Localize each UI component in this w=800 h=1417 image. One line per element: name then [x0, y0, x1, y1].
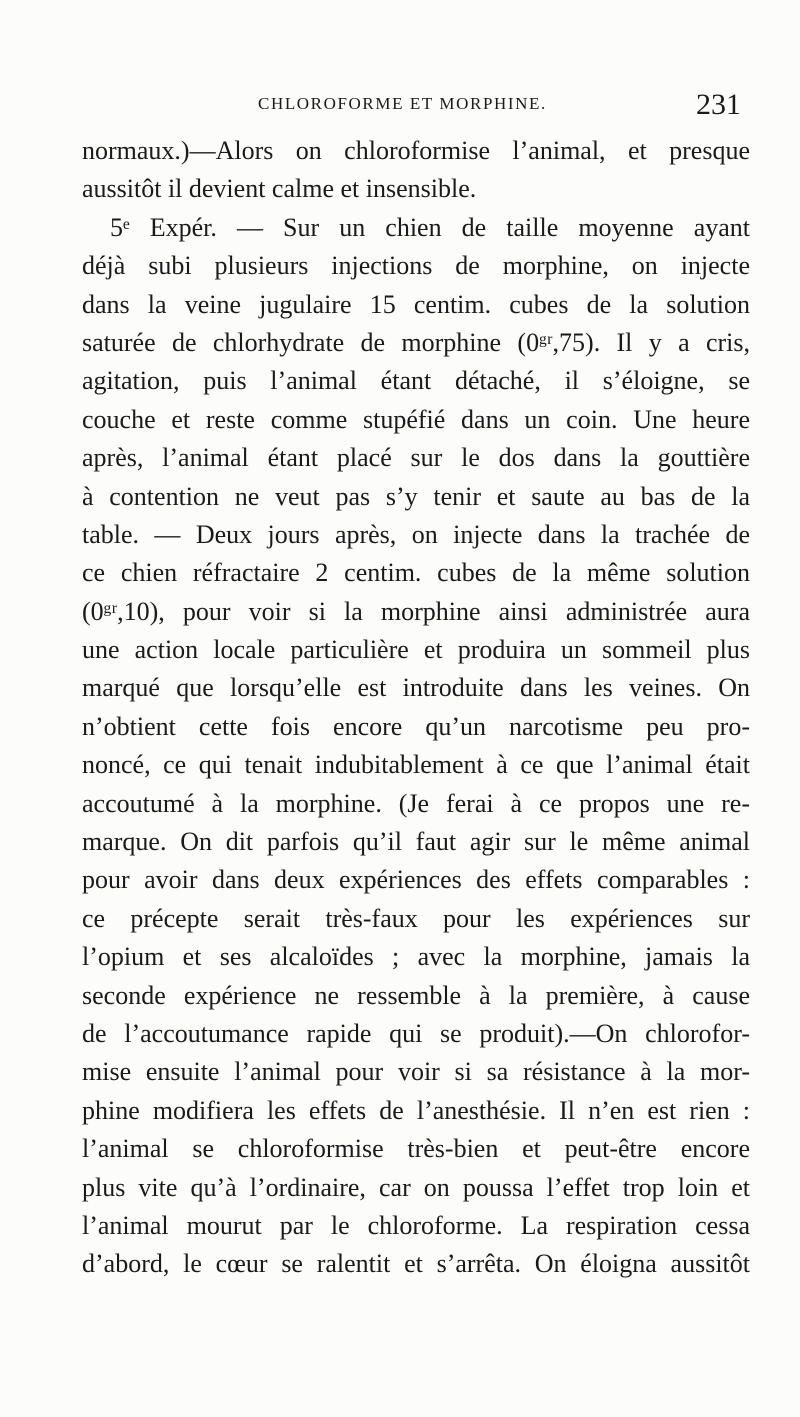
text-line: dans la veine jugulaire 15 centim. cubes de la solution: [82, 289, 750, 319]
text-line: marqué que lorsqu’elle est introduite dans les veines. On: [82, 673, 750, 703]
text-line: d’abord, le cœur se ralentit et s’arrêta. On éloigna aussitôt: [82, 1249, 750, 1279]
page-number: 231: [696, 88, 741, 121]
text-line: à contention ne veut pas s’y tenir et saute au bas de la: [82, 481, 750, 511]
text-line: agitation, puis l’animal étant détaché, il s’éloigne, se: [82, 366, 750, 396]
text-line: marque. On dit parfois qu’il faut agir sur le même animal: [82, 827, 750, 857]
text-line: seconde expérience ne ressemble à la première, à cause: [82, 980, 750, 1010]
text-line: l’animal se chloroformise très-bien et peut-être encore: [82, 1134, 750, 1164]
text-line: aussitôt il devient calme et insensible.: [82, 174, 477, 204]
text-line: normaux.)—Alors on chloroformise l’animal, et presque: [82, 136, 750, 165]
text-line: une action locale particulière et produira un sommeil plus: [82, 635, 750, 665]
text-line: accoutumé à la morphine. (Je ferai à ce propos une re-: [82, 788, 750, 818]
text-line: 5ᵉ Expér. — Sur un chien de taille moyenne ayant: [110, 212, 750, 242]
text-line: phine modifiera les effets de l’anesthésie. Il n’en est rien :: [82, 1095, 750, 1125]
text-line: table. — Deux jours après, on injecte dans la trachée de: [82, 519, 750, 549]
text-line: couche et reste comme stupéfié dans un coin. Une heure: [82, 404, 750, 434]
body-text: [82, 132, 750, 1284]
text-line: l’animal mourut par le chloroforme. La respiration cessa: [82, 1210, 750, 1240]
text-line: pour avoir dans deux expériences des effets comparables :: [82, 865, 750, 895]
text-line: saturée de chlorhydrate de morphine (0ᵍʳ,75). Il y a cris,: [82, 327, 750, 357]
text-line: mise ensuite l’animal pour voir si sa résistance à la mor-: [82, 1057, 750, 1087]
text-line: plus vite qu’à l’ordinaire, car on poussa l’effet trop loin et: [82, 1172, 750, 1202]
text-line: noncé, ce qui tenait indubitablement à ce que l’animal était: [82, 750, 750, 780]
text-line: de l’accoutumance rapide qui se produit).—On chlorofor-: [82, 1018, 750, 1048]
text-line: n’obtient cette fois encore qu’un narcotisme peu pro-: [82, 711, 750, 741]
text-line: ce chien réfractaire 2 centim. cubes de la même solution: [82, 558, 750, 588]
text-line: l’opium et ses alcaloïdes ; avec la morphine, jamais la: [82, 942, 750, 972]
running-title: CHLOROFORME ET MORPHINE.: [258, 94, 547, 113]
text-line: (0ᵍʳ,10), pour voir si la morphine ainsi administrée aura: [82, 596, 750, 626]
running-head: [0, 88, 800, 124]
text-line: ce précepte serait très-faux pour les expériences sur: [82, 903, 750, 933]
text-line: déjà subi plusieurs injections de morphine, on injecte: [82, 251, 750, 281]
text-line: après, l’animal étant placé sur le dos dans la gouttière: [82, 443, 750, 473]
